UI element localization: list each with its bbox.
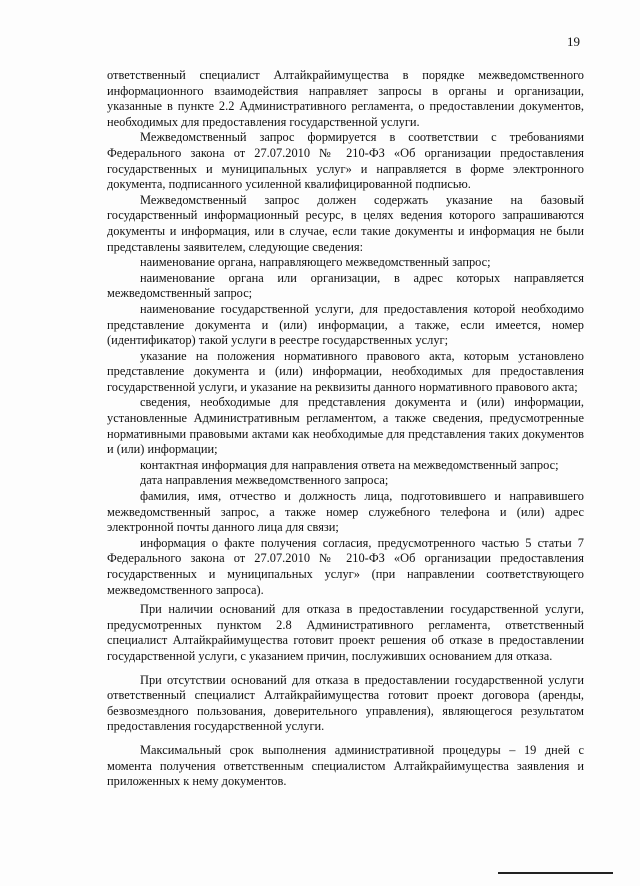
paragraph-continuation: ответственный специалист Алтайкрайимущества в порядке межведомственного информационного взаимодействия направляет запросы в органы и организации, указанные в пункте 2.2 Административного регламента, о предоставлении документов, необходимых для предоставления государственной услуги. (107, 68, 584, 129)
paragraph-max-duration: Максимальный срок выполнения административной процедуры – 19 дней с момента получения ответственным специалистом Алтайкрайимущества заявления и приложенных к нему документов. (107, 742, 584, 789)
paragraph-interagency-request-content: Межведомственный запрос должен содержать указание на базовый государственный информационный ресурс, в целях ведения которого запрашиваются документы и информация, или в случае, если такие документы и информация не были представлены заявителем, следующие сведения: (107, 192, 584, 254)
page-number: 19 (567, 34, 580, 49)
list-item-required-information: сведения, необходимые для представления документа и (или) информации, установленные Административным регламентом, а также сведения, предусмотренные нормативными правовыми актами как необходимые для представления таких документов и (или) информации; (107, 395, 584, 457)
list-item-service-name: наименование государственной услуги, для предоставления которой необходимо представление документа и (или) информации, а также, если имеется, номер (идентификатор) такой услуги в реестре государственных услуг; (107, 301, 584, 348)
paragraph-refusal-grounds: При наличии оснований для отказа в предоставлении государственной услуги, предусмотренных пунктом 2.8 Административного регламента, ответственный специалист Алтайкрайимущества готовит проект решения об отказе в предоставлении государственной услуги, с указанием причин, послуживших основанием для отказа. (107, 602, 584, 663)
list-item-consent-info: информация о факте получения согласия, предусмотренного частью 5 статьи 7 Федерального закона от 27.07.2010 № 210-ФЗ «Об организации предоставления государственных и муниципальных услуг» (при направлении соответствующего межведомственного запроса). (107, 535, 584, 597)
list-item-request-date: дата направления межведомственного запроса; (140, 473, 389, 488)
paragraph-no-refusal-grounds: При отсутствии оснований для отказа в предоставлении государственной услуги ответственный специалист Алтайкрайимущества готовит проект договора (аренды, безвозмездного пользования, доверительного управления), являющегося результатом предоставления государственной услуги. (107, 672, 584, 734)
document-body (107, 68, 584, 790)
list-item-recipient-body: наименование органа или организации, в адрес которых направляется межведомственный запрос; (107, 270, 584, 301)
paragraph-interagency-request-format: Межведомственный запрос формируется в соответствии с требованиями Федерального закона от 27.07.2010 № 210-ФЗ «Об организации предоставления государственных и муниципальных услуг» и направляется в форме электронного документа, подписанного усиленной квалифицированной подписью. (107, 130, 584, 192)
list-item-responsible-person: фамилия, имя, отчество и должность лица, подготовившего и направившего межведомственный запрос, а также номер служебного телефона и (или) адрес электронной почты данного лица для связи; (107, 489, 584, 535)
list-item-legal-act: указание на положения нормативного правового акта, которым установлено представление документа и (или) информации, необходимых для предоставления государственной услуги, и указание на реквизиты данного нормативного правового акта; (107, 348, 584, 394)
scan-edge-line (498, 872, 613, 874)
list-item-contact-info: контактная информация для направления ответа на межведомственный запрос; (140, 457, 559, 472)
list-item-requesting-body: наименование органа, направляющего межведомственный запрос; (140, 255, 491, 270)
